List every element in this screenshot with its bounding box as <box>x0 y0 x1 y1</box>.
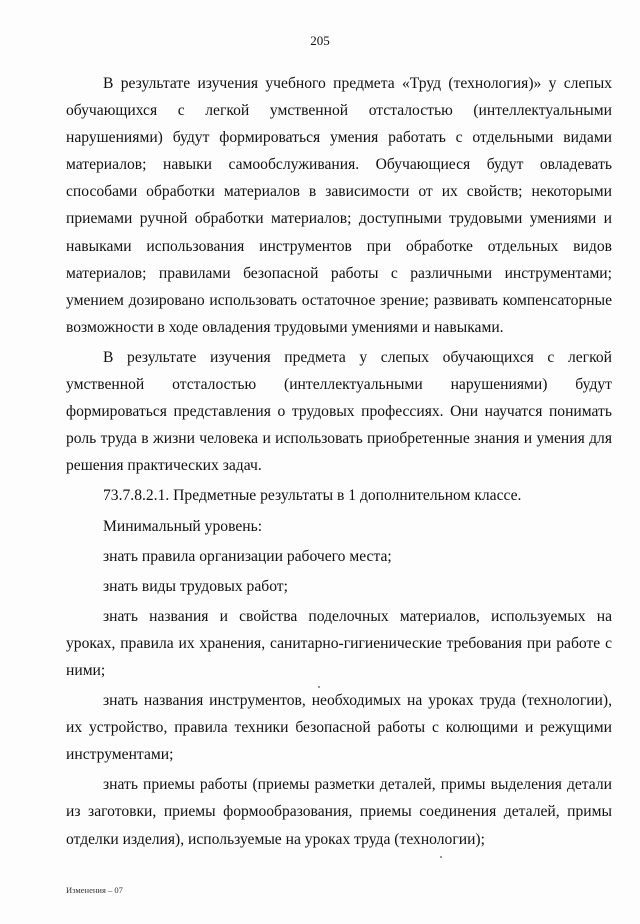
document-body <box>66 70 612 853</box>
list-item: знать названия и свойства поделочных материалов, используемых на уроках, правила их хранения, санитарно-гигиенические требования при работе с ними; <box>66 607 612 679</box>
list-item: знать правила организации рабочего места; <box>103 547 392 565</box>
list-item: знать названия инструментов, необходимых на уроках труда (технологии), их устройство, правила техники безопасной работы с колющими и режущими инструментами; <box>66 692 612 764</box>
list-item: знать приемы работы (приемы разметки деталей, примы выделения детали из заготовки, приемы формообразования, приемы соединения деталей, примы отделки изделия), используемые на уроках труда (технологии); <box>66 776 612 848</box>
paragraph-results-professions: В результате изучения предмета у слепых обучающихся с легкой умственной отсталостью (интеллектуальными нарушениями) будут формироваться представления о трудовых профессиях. Они научатся понимать роль труда в жизни человека и использовать приобретенные знания и умения для решения практических задач. <box>66 348 612 475</box>
list-item: знать виды трудовых работ; <box>103 577 288 595</box>
level-heading: Минимальный уровень: <box>103 517 263 535</box>
page-number: 205 <box>310 33 330 48</box>
scan-speck <box>440 856 442 858</box>
paragraph-results-technology: В результате изучения учебного предмета «Труд (технология)» у слепых обучающихся с легкой умственной отсталостью (интеллектуальными нарушениями) будут формироваться умения работать с отдельными видами материалов; навыки самообслуживания. Обучающиеся будут овладевать способами обработки материалов в зависимости от их свойств; некоторыми приемами ручной обработки материалов; доступными трудовыми умениями и навыками использования инструментов при обработке отдельных видов материалов; правилами безопасной работы с различными инструментами; умением дозировано использовать остаточное зрение; развивать компенсаторные возможности в ходе овладения трудовыми умениями и навыками. <box>66 75 612 336</box>
scan-speck <box>318 686 320 688</box>
section-heading: 73.7.8.2.1. Предметные результаты в 1 дополнительном классе. <box>103 487 522 505</box>
footer-note: Изменения – 07 <box>66 885 123 895</box>
